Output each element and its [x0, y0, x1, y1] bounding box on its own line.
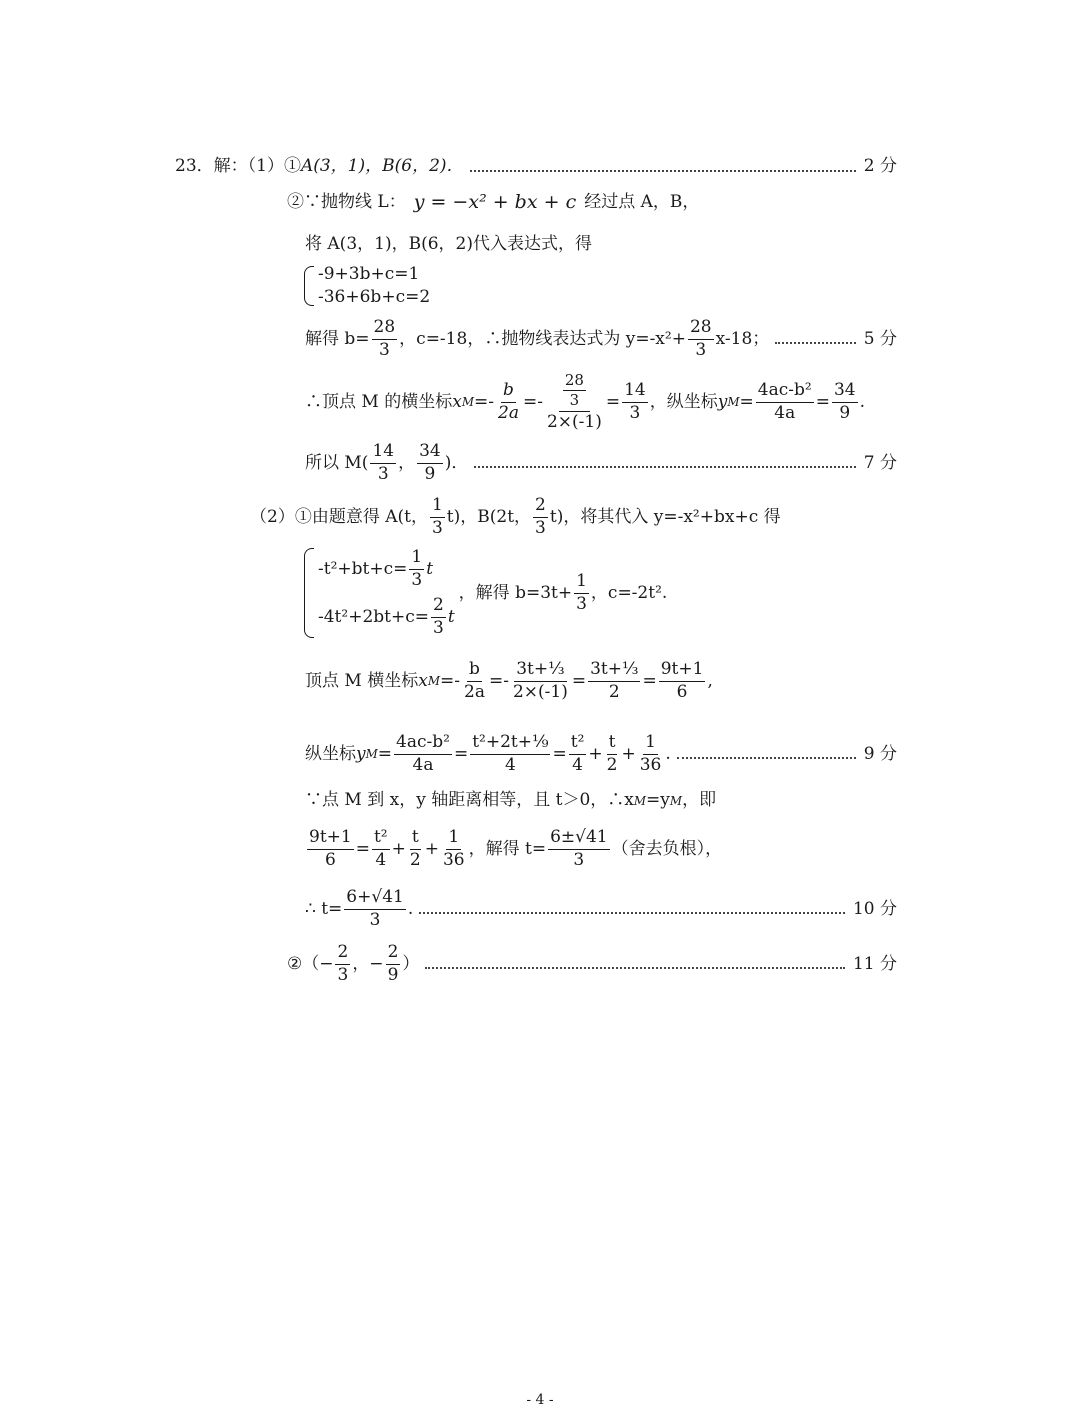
points-ab: A(3，1)，B(6，2)． — [300, 156, 464, 176]
answer-line-1 — [175, 158, 897, 175]
fraction: $\frac{t}{2}$ — [409, 827, 421, 870]
final-answer-prefix: ②（− — [287, 953, 334, 974]
system2-eq1: -t²+bt+c= $\frac{1}{3}$ t — [318, 547, 434, 590]
left-brace-icon — [304, 548, 314, 638]
system1-eq1: -9+3b+c=1 — [318, 264, 420, 284]
x-sub-label: x — [452, 391, 462, 412]
fraction: $\frac{\text{t²}}{4}$ — [570, 732, 585, 775]
equation-system-1 — [304, 266, 430, 306]
score-label: 7 分 — [863, 452, 897, 473]
equal-distance-text-2: =y — [646, 790, 670, 810]
fraction: $\frac{28}{3}$ — [373, 317, 396, 360]
fraction: $\frac{1}{3}$ — [576, 571, 587, 614]
vertex-text: ∴顶点 M 的横坐标 — [305, 391, 453, 412]
system2-eq2: -4t²+2bt+c= $\frac{2}{3}$ t — [318, 595, 455, 638]
answer-line-vertex: ∴顶点 M 的横坐标 x M =- $\frac{b}{2a}$ =- $\frac{\frac{28}{3}}{2\times(-1)}$ = $\frac{14}{3}$ ，纵坐标 y M = $\frac{\text{4ac-b²}}{4a}$ = $\frac{34}{9}$ . — [305, 371, 865, 432]
fraction: $\frac{6\pm√41}{3}$ — [550, 827, 608, 870]
answer-line-solve: $\frac{9t+1}{6}$ = $\frac{\text{t²}}{4}$ + $\frac{t}{2}$ + $\frac{1}{36}$ ，解得 t= $\frac{6\pm√41}{3}$ （舍去负根）， — [309, 827, 723, 870]
system1-eq2: -36+6b+c=2 — [318, 287, 431, 307]
answer-line-final: ②（− $\frac{2}{3}$ ，− $\frac{2}{9}$ ） 11 分 — [287, 942, 897, 985]
answer-line-vy: 纵坐标 y M = $\frac{\text{4ac-b²}}{4a}$ = $\frac{\text{t²+2t+⅑}}{4}$ = $\frac{\text{t²}}{4}$ + $\frac{t}{2}$ + $\frac{1}{36}$ . 9 分 — [305, 732, 897, 775]
answer-part-2 — [250, 496, 781, 538]
fraction: $\frac{14}{3}$ — [372, 441, 395, 484]
dot-leader — [425, 967, 845, 969]
parabola-suffix: 经过点 A，B， — [584, 192, 700, 212]
answer-line-t: ∴ t= $\frac{6+√41}{3}$ . 10 分 — [305, 887, 897, 930]
fraction: $\frac{\text{3t+⅓}}{2}$ — [590, 659, 639, 702]
score-label: 11 分 — [852, 953, 897, 974]
t-result-text: ∴ t= — [305, 898, 343, 919]
ordinate-text: ，纵坐标 — [649, 391, 718, 412]
answer-line-vx: 顶点 M 横坐标 x M =- $\frac{b}{2a}$ =- $\frac{\text{3t+⅓}}{2\times(-1)}$ = $\frac{\text{3t+⅓}}{2}$ = $\frac{9t+1}{6}$ , — [305, 659, 713, 702]
fraction: $\frac{\text{4ac-b²}}{4a}$ — [757, 379, 812, 423]
fraction: $\frac{1}{36}$ — [639, 732, 662, 775]
dot-leader — [470, 170, 856, 172]
system2-solution: ，解得 b=3t+ — [458, 582, 573, 603]
system-brace-group — [304, 548, 455, 638]
solve-b-text: 解得 b= — [305, 328, 370, 349]
fraction: $\frac{2}{3}$ — [535, 495, 546, 538]
m-tail: )． — [444, 452, 469, 473]
part2-text-a: （2）①由题意得 A(t， — [250, 506, 428, 527]
system-brace-group — [304, 266, 430, 306]
fraction: $\frac{2}{9}$ — [387, 942, 399, 985]
parabola-formula: y = −x² + bx + c — [413, 191, 577, 213]
fraction: $\frac{1}{3}$ — [431, 495, 443, 538]
fraction: $\frac{t}{2}$ — [606, 732, 618, 775]
fraction: $\frac{\text{t²+2t+⅑}}{4}$ — [472, 732, 549, 775]
answer-line-m: 所以 M( $\frac{14}{3}$ ， $\frac{34}{9}$ )． 7 分 — [305, 441, 897, 484]
fraction: $\frac{2}{3}$ — [337, 942, 349, 985]
fraction: $\frac{\text{3t+⅓}}{2\times(-1)}$ — [512, 659, 568, 702]
score-label: 2 分 — [863, 156, 897, 176]
solve-t-text: ，解得 t= — [468, 838, 547, 859]
dot-leader — [775, 342, 855, 344]
page-number: - 4 - — [526, 1392, 554, 1408]
fraction: $\frac{9t+1}{6}$ — [660, 659, 704, 702]
equation-system-2 — [304, 548, 667, 638]
dot-leader — [677, 757, 856, 759]
answer-line-equal-distance: ∵点 M 到 x，y 轴距离相等，且 t＞0，∴x M =y M ，即 — [305, 790, 717, 810]
fraction: $\frac{6+√41}{3}$ — [346, 887, 404, 930]
solve-t-note: （舍去负根）， — [611, 838, 723, 859]
answer-line-b — [305, 318, 897, 360]
vertex-y-text: 纵坐标 — [305, 743, 356, 764]
score-label: 10 分 — [852, 898, 897, 919]
fraction: $\frac{1}{36}$ — [442, 827, 465, 870]
substitute-text: 将 A(3，1)，B(6，2)代入表达式，得 — [305, 234, 592, 254]
score-label: 5 分 — [863, 328, 897, 349]
nested-fraction: $\frac{\frac{28}{3}}{2\times(-1)}$ — [546, 371, 602, 432]
fraction: $\frac{b}{2a}$ — [498, 379, 519, 423]
dot-leader — [419, 912, 845, 914]
fraction: $\frac{34}{9}$ — [833, 379, 856, 423]
fraction: $\frac{14}{3}$ — [624, 379, 646, 423]
fraction: $\frac{b}{2a}$ — [464, 659, 485, 702]
fraction: $\frac{\text{t²}}{4}$ — [373, 827, 388, 870]
fraction: $\frac{34}{9}$ — [419, 441, 441, 484]
system2-solution-tail: ，c=-2t². — [590, 582, 668, 603]
fraction: $\frac{\text{4ac-b²}}{4a}$ — [396, 732, 450, 775]
vertex-x-text: 顶点 M 横坐标 — [305, 670, 419, 691]
answer-line-3 — [305, 236, 592, 253]
equal-distance-text: ∵点 M 到 x，y 轴距离相等，且 t＞0，∴x — [305, 790, 634, 810]
expression-text: ，c=-18，∴抛物线表达式为 y=-x²+ — [399, 328, 686, 349]
part2-text-c: t)，将其代入 y=-x²+bx+c 得 — [549, 506, 781, 527]
answer-line-2 — [287, 193, 699, 212]
fraction: $\frac{28}{3}$ — [689, 317, 712, 360]
m-text: 所以 M( — [305, 452, 369, 473]
fraction: $\frac{9t+1}{6}$ — [309, 827, 352, 870]
score-label: 9 分 — [863, 743, 897, 764]
part2-text-b: t)，B(2t， — [446, 506, 532, 527]
equal-distance-text-3: ，即 — [682, 790, 717, 810]
equals-minus: =- — [474, 391, 494, 412]
question-prefix: 23．解：（1）① — [175, 156, 301, 176]
dot-leader — [474, 466, 855, 468]
expression-tail: x-18； — [715, 328, 770, 349]
parabola-intro: ②∵抛物线 L： — [287, 192, 406, 212]
left-brace-icon — [304, 266, 314, 306]
